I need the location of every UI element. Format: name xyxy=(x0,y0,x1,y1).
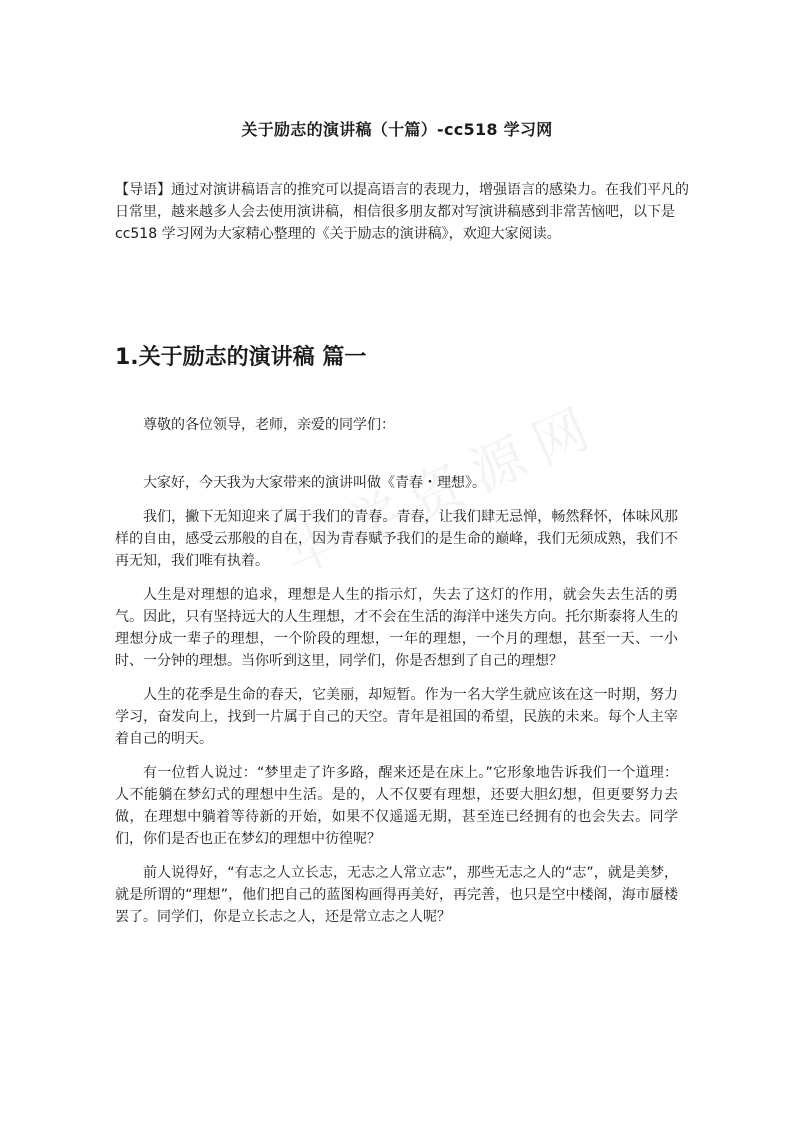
section-heading: 1.关于励志的演讲稿 篇一 xyxy=(115,345,367,370)
body-paragraph: 我们，撇下无知迎来了属于我们的青春。青春，让我们肆无忌惮，畅然释怀，体味风那样的自由，感受云那般的自在，因为青春赋予我们的是生命的巅峰，我们无须成熟，我们不再无知，我们唯有执着。 xyxy=(115,509,678,569)
body-paragraph: 人生是对理想的追求，理想是人生的指示灯，失去了这灯的作用，就会失去生活的勇气。因此，只有坚持远大的人生理想，才不会在生活的海洋中迷失方向。托尔斯泰将人生的理想分成一辈子的理想，一个阶段的理想，一年的理想，一个月的理想，甚至一天、一小时、一分钟的理想。当你听到这里，同学们，你是否想到了自己的理想？ xyxy=(115,587,678,669)
speech-body xyxy=(115,414,678,940)
salutation-paragraph: 尊敬的各位领导，老师，亲爱的同学们： xyxy=(143,417,395,433)
body-paragraph: 前人说得好，“有志之人立长志，无志之人常立志”，那些无志之人的“志”，就是美梦，就是所谓的“理想”，他们把自己的蓝图构画得再美好，再完善，也只是空中楼阁，海市蜃楼罢了。同学们，你是立长志之人，还是常立志之人呢？ xyxy=(115,865,678,925)
intro-paragraph: 【导语】通过对演讲稿语言的推究可以提高语言的表现力，增强语言的感染力。在我们平凡的日常里，越来越多人会去使用演讲稿，相信很多朋友都对写演讲稿感到非常苦恼吧，以下是 cc518 学习网为大家精心整理的《关于励志的演讲稿》，欢迎大家阅读。 xyxy=(115,182,689,242)
document-title: 关于励志的演讲稿（十篇）-cc518 学习网 xyxy=(241,120,553,139)
body-paragraph: 有一位哲人说过：“梦里走了许多路，醒来还是在床上。”它形象地告诉我们一个道理：人不能躺在梦幻式的理想中生活。是的，人不仅要有理想，还要大胆幻想，但更要努力去做，在理想中躺着等待新的开始，如果不仅遥遥无期，甚至连已经拥有的也会失去。同学们，你们是否也正在梦幻的理想中彷徨呢？ xyxy=(115,765,678,847)
body-paragraph: 人生的花季是生命的春天，它美丽，却短暂。作为一名大学生就应该在这一时期，努力学习，奋发向上，找到一片属于自己的天空。青年是祖国的希望，民族的未来。每个人主宰着自己的明天。 xyxy=(115,687,678,747)
body-paragraph: 大家好，今天我为大家带来的演讲叫做《青春・理想》。 xyxy=(143,475,486,491)
